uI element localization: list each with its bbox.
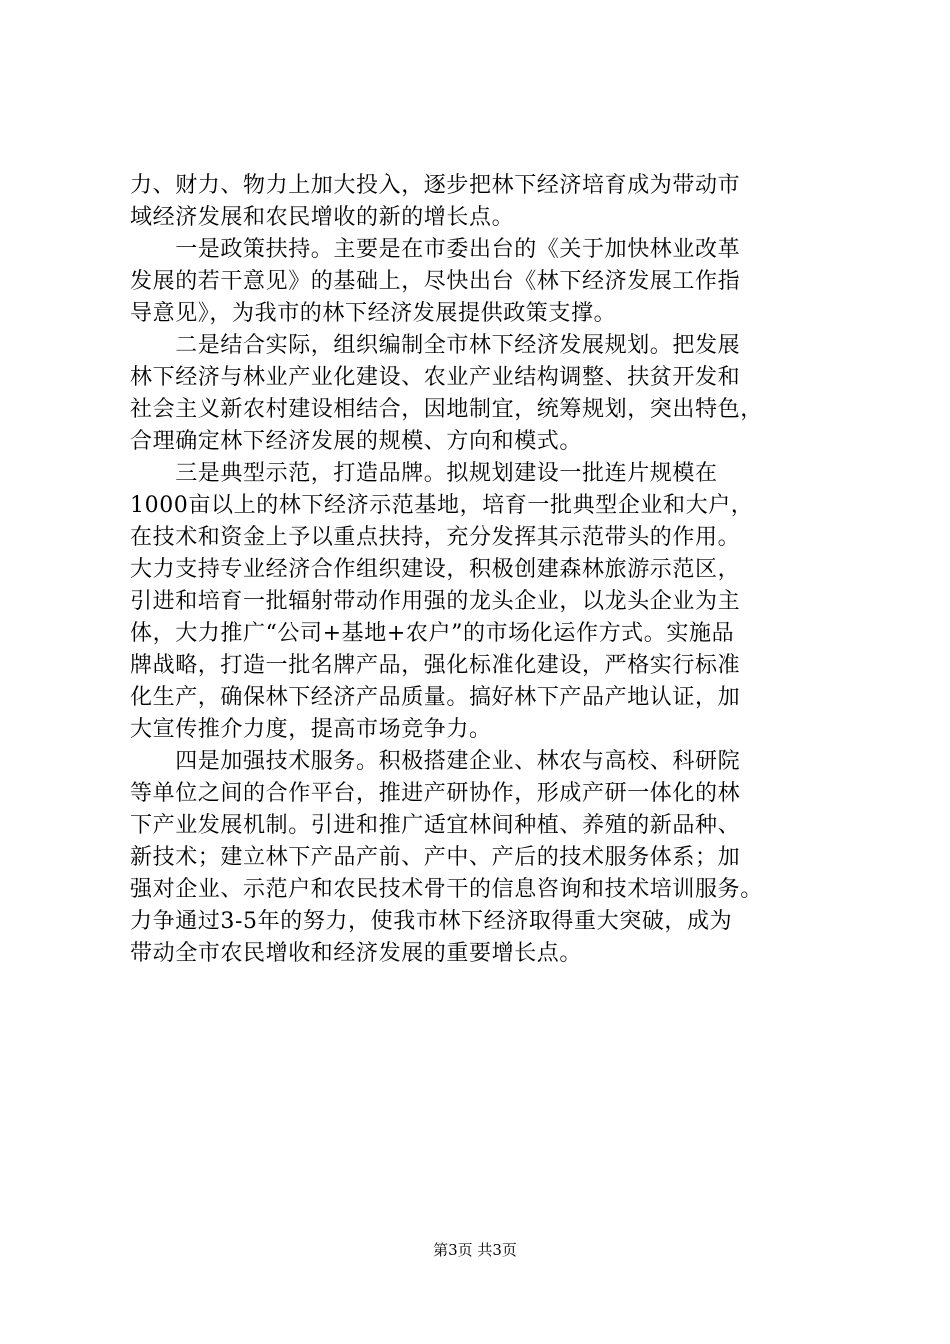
text-line: 发展的若干意见》的基础上，尽快出台《林下经济发展工作指 [130, 269, 741, 294]
text-line: 林下经济与林业产业化建设、农业产业结构调整、扶贫开发和 [130, 365, 741, 390]
text-line: 在技术和资金上予以重点扶持，充分发挥其示范带头的作用。 [130, 525, 741, 550]
text-line: 引进和培育一批辐射带动作用强的龙头企业，以龙头企业为主 [130, 589, 741, 614]
text-line: 等单位之间的合作平台，推进产研协作，形成产研一体化的林 [130, 781, 741, 806]
text-line: 大宣传推介力度，提高市场竞争力。 [130, 717, 492, 742]
page-number-label: 第3页 共3页 [433, 1241, 517, 1259]
text-line: 新技术；建立林下产品产前、产中、产后的技术服务体系；加 [130, 845, 741, 870]
text-line: 合理确定林下经济发展的规模、方向和模式。 [130, 429, 583, 454]
body-text [130, 170, 842, 970]
text-line: 下产业发展机制。引进和推广适宜林间种植、养殖的新品种、 [130, 813, 741, 838]
text-line: 社会主义新农村建设相结合，因地制宜，统筹规划，突出特色， [130, 397, 763, 422]
text-line: 力争通过3-5年的努力，使我市林下经济取得重大突破，成为 [130, 909, 733, 934]
text-line: 大力支持专业经济合作组织建设，积极创建森林旅游示范区， [130, 557, 741, 582]
text-line: 强对企业、示范户和农民技术骨干的信息咨询和技术培训服务。 [130, 877, 763, 902]
text-line: 二是结合实际，组织编制全市林下经济发展规划。把发展 [130, 333, 741, 358]
text-line: 化生产，确保林下经济产品质量。搞好林下产品产地认证，加 [130, 685, 741, 710]
text-line: 域经济发展和农民增收的新的增长点。 [130, 205, 515, 230]
page-footer [0, 1240, 950, 1260]
text-line: 带动全市农民增收和经济发展的重要增长点。 [130, 941, 583, 966]
text-line: 四是加强技术服务。积极搭建企业、林农与高校、科研院 [130, 749, 741, 774]
text-line: 导意见》，为我市的林下经济发展提供政策支撑。 [130, 301, 617, 326]
text-line: 三是典型示范，打造品牌。拟规划建设一批连片规模在 [130, 461, 718, 486]
text-line: 一是政策扶持。主要是在市委出台的《关于加快林业改革 [130, 237, 741, 262]
text-line: 牌战略，打造一批名牌产品，强化标准化建设，严格实行标准 [130, 653, 741, 678]
text-line: 体，大力推广“公司+基地+农户”的市场化运作方式。实施品 [130, 621, 735, 646]
text-line: 1000亩以上的林下经济示范基地，培育一批典型企业和大户， [130, 493, 754, 518]
text-line: 力、财力、物力上加大投入，逐步把林下经济培育成为带动市 [130, 173, 741, 198]
